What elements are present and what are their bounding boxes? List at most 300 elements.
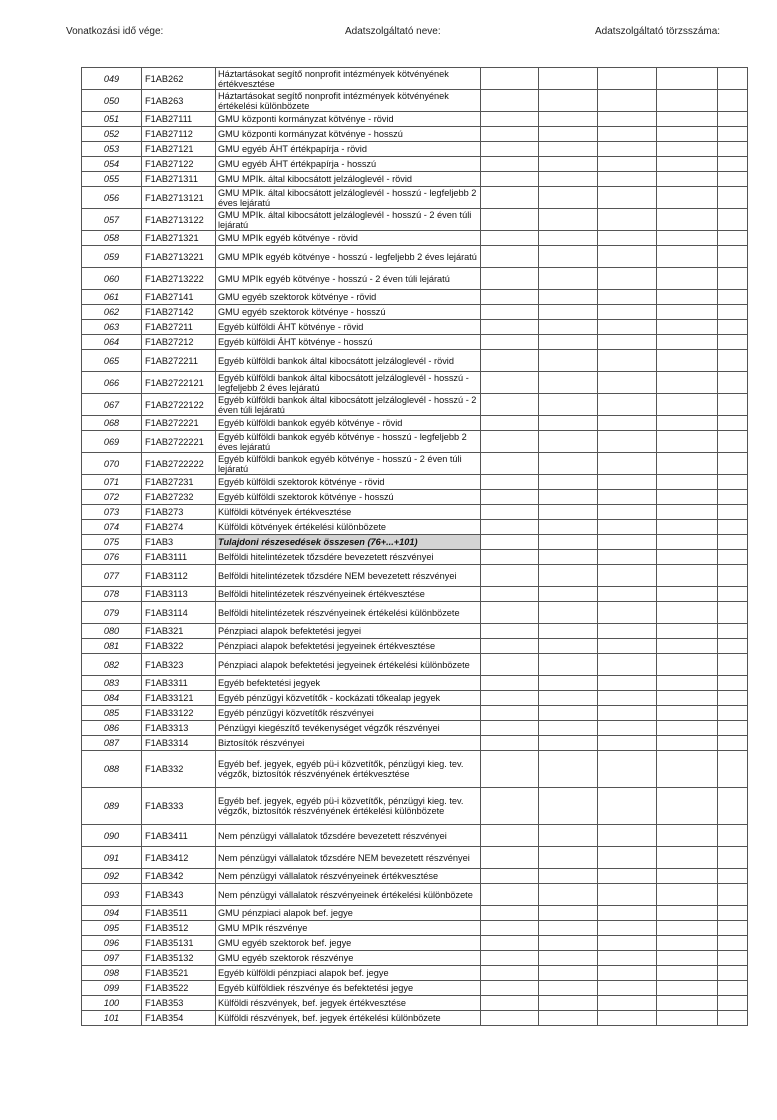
value-cell[interactable]: [598, 966, 657, 981]
value-cell[interactable]: [539, 1011, 598, 1026]
value-cell[interactable]: [657, 639, 718, 654]
value-cell[interactable]: [718, 335, 748, 350]
value-cell[interactable]: [657, 936, 718, 951]
value-cell[interactable]: [718, 751, 748, 788]
value-cell[interactable]: [718, 431, 748, 453]
value-cell[interactable]: [598, 996, 657, 1011]
value-cell[interactable]: [481, 624, 539, 639]
value-cell[interactable]: [539, 209, 598, 231]
value-cell[interactable]: [657, 550, 718, 565]
value-cell[interactable]: [657, 305, 718, 320]
value-cell[interactable]: [598, 335, 657, 350]
value-cell[interactable]: [598, 691, 657, 706]
value-cell[interactable]: [718, 142, 748, 157]
value-cell[interactable]: [539, 535, 598, 550]
value-cell[interactable]: [481, 921, 539, 936]
value-cell[interactable]: [539, 335, 598, 350]
value-cell[interactable]: [718, 505, 748, 520]
value-cell[interactable]: [539, 706, 598, 721]
value-cell[interactable]: [539, 187, 598, 209]
value-cell[interactable]: [718, 654, 748, 676]
value-cell[interactable]: [718, 869, 748, 884]
value-cell[interactable]: [598, 639, 657, 654]
value-cell[interactable]: [481, 936, 539, 951]
value-cell[interactable]: [598, 751, 657, 788]
value-cell[interactable]: [598, 550, 657, 565]
value-cell[interactable]: [657, 320, 718, 335]
value-cell[interactable]: [657, 869, 718, 884]
value-cell[interactable]: [657, 246, 718, 268]
row-code: F1AB2722121: [142, 372, 216, 394]
value-cell[interactable]: [481, 951, 539, 966]
value-cell[interactable]: [481, 639, 539, 654]
value-cell[interactable]: [598, 884, 657, 906]
value-cell[interactable]: [539, 431, 598, 453]
row-code: F1AB322: [142, 639, 216, 654]
value-cell[interactable]: [481, 736, 539, 751]
value-cell[interactable]: [598, 268, 657, 290]
value-cell[interactable]: [598, 654, 657, 676]
value-cell[interactable]: [718, 565, 748, 587]
value-cell[interactable]: [598, 869, 657, 884]
value-cell[interactable]: [481, 535, 539, 550]
value-cell[interactable]: [718, 112, 748, 127]
value-cell[interactable]: [481, 691, 539, 706]
table-row: [82, 691, 748, 706]
value-cell[interactable]: [481, 490, 539, 505]
value-cell[interactable]: [657, 1011, 718, 1026]
value-cell[interactable]: [481, 68, 539, 90]
value-cell[interactable]: [481, 127, 539, 142]
value-cell[interactable]: [539, 906, 598, 921]
value-cell[interactable]: [657, 624, 718, 639]
value-cell[interactable]: [657, 209, 718, 231]
row-code: F1AB27122: [142, 157, 216, 172]
value-cell[interactable]: [718, 490, 748, 505]
value-cell[interactable]: [481, 825, 539, 847]
value-cell[interactable]: [598, 788, 657, 825]
value-cell[interactable]: [718, 951, 748, 966]
value-cell[interactable]: [598, 394, 657, 416]
value-cell[interactable]: [657, 587, 718, 602]
value-cell[interactable]: [657, 981, 718, 996]
table-row: [82, 706, 748, 721]
value-cell[interactable]: [718, 350, 748, 372]
value-cell[interactable]: [481, 847, 539, 869]
value-cell[interactable]: [539, 231, 598, 246]
value-cell[interactable]: [481, 268, 539, 290]
value-cell[interactable]: [481, 505, 539, 520]
value-cell[interactable]: [718, 691, 748, 706]
value-cell[interactable]: [718, 1011, 748, 1026]
value-cell[interactable]: [718, 981, 748, 996]
row-description: GMU központi kormányzat kötvénye - rövid: [216, 112, 481, 127]
value-cell[interactable]: [718, 394, 748, 416]
value-cell[interactable]: [598, 453, 657, 475]
value-cell[interactable]: [598, 475, 657, 490]
value-cell[interactable]: [481, 246, 539, 268]
row-code: F1AB2713121: [142, 187, 216, 209]
value-cell[interactable]: [657, 187, 718, 209]
value-cell[interactable]: [539, 788, 598, 825]
value-cell[interactable]: [539, 966, 598, 981]
row-code: F1AB3114: [142, 602, 216, 624]
row-number: 094: [82, 906, 142, 921]
value-cell[interactable]: [539, 639, 598, 654]
value-cell[interactable]: [539, 587, 598, 602]
value-cell[interactable]: [657, 751, 718, 788]
value-cell[interactable]: [718, 602, 748, 624]
value-cell[interactable]: [481, 550, 539, 565]
value-cell[interactable]: [539, 68, 598, 90]
value-cell[interactable]: [718, 706, 748, 721]
value-cell[interactable]: [598, 951, 657, 966]
value-cell[interactable]: [718, 847, 748, 869]
row-number: 071: [82, 475, 142, 490]
value-cell[interactable]: [718, 624, 748, 639]
value-cell[interactable]: [598, 505, 657, 520]
value-cell[interactable]: [657, 453, 718, 475]
value-cell[interactable]: [539, 996, 598, 1011]
value-cell[interactable]: [598, 157, 657, 172]
value-cell[interactable]: [598, 936, 657, 951]
value-cell[interactable]: [481, 706, 539, 721]
row-number: 095: [82, 921, 142, 936]
value-cell[interactable]: [718, 305, 748, 320]
value-cell[interactable]: [598, 350, 657, 372]
value-cell[interactable]: [481, 906, 539, 921]
value-cell[interactable]: [481, 996, 539, 1011]
value-cell[interactable]: [481, 290, 539, 305]
value-cell[interactable]: [539, 869, 598, 884]
value-cell[interactable]: [718, 587, 748, 602]
value-cell[interactable]: [481, 157, 539, 172]
value-cell[interactable]: [598, 187, 657, 209]
table-row: [82, 587, 748, 602]
value-cell[interactable]: [539, 305, 598, 320]
value-cell[interactable]: [481, 475, 539, 490]
value-cell[interactable]: [481, 320, 539, 335]
row-code: F1AB33121: [142, 691, 216, 706]
value-cell[interactable]: [718, 453, 748, 475]
value-cell[interactable]: [539, 157, 598, 172]
value-cell[interactable]: [539, 350, 598, 372]
value-cell[interactable]: [657, 350, 718, 372]
value-cell[interactable]: [539, 505, 598, 520]
value-cell[interactable]: [539, 320, 598, 335]
value-cell[interactable]: [481, 90, 539, 112]
row-number: 064: [82, 335, 142, 350]
row-number: 060: [82, 268, 142, 290]
table-row: [82, 550, 748, 565]
value-cell[interactable]: [598, 624, 657, 639]
value-cell[interactable]: [598, 721, 657, 736]
value-cell[interactable]: [718, 475, 748, 490]
value-cell[interactable]: [539, 736, 598, 751]
value-cell[interactable]: [598, 68, 657, 90]
value-cell[interactable]: [481, 520, 539, 535]
value-cell[interactable]: [481, 453, 539, 475]
value-cell[interactable]: [481, 676, 539, 691]
value-cell[interactable]: [657, 602, 718, 624]
row-number: 082: [82, 654, 142, 676]
value-cell[interactable]: [718, 884, 748, 906]
value-cell[interactable]: [481, 587, 539, 602]
value-cell[interactable]: [598, 290, 657, 305]
value-cell[interactable]: [539, 112, 598, 127]
value-cell[interactable]: [718, 246, 748, 268]
value-cell[interactable]: [657, 951, 718, 966]
value-cell[interactable]: [657, 157, 718, 172]
value-cell[interactable]: [539, 90, 598, 112]
value-cell[interactable]: [598, 565, 657, 587]
value-cell[interactable]: [598, 320, 657, 335]
value-cell[interactable]: [657, 68, 718, 90]
value-cell[interactable]: [481, 966, 539, 981]
value-cell[interactable]: [598, 490, 657, 505]
value-cell[interactable]: [657, 906, 718, 921]
value-cell[interactable]: [539, 268, 598, 290]
value-cell[interactable]: [657, 505, 718, 520]
value-cell[interactable]: [657, 788, 718, 825]
value-cell[interactable]: [657, 172, 718, 187]
value-cell[interactable]: [598, 825, 657, 847]
row-description: Biztosítók részvényei: [216, 736, 481, 751]
value-cell[interactable]: [657, 691, 718, 706]
value-cell[interactable]: [598, 587, 657, 602]
value-cell[interactable]: [657, 535, 718, 550]
value-cell[interactable]: [718, 825, 748, 847]
value-cell[interactable]: [657, 676, 718, 691]
value-cell[interactable]: [718, 639, 748, 654]
value-cell[interactable]: [598, 305, 657, 320]
value-cell[interactable]: [598, 706, 657, 721]
value-cell[interactable]: [718, 736, 748, 751]
value-cell[interactable]: [481, 350, 539, 372]
value-cell[interactable]: [657, 884, 718, 906]
value-cell[interactable]: [598, 602, 657, 624]
value-cell[interactable]: [657, 490, 718, 505]
value-cell[interactable]: [657, 921, 718, 936]
value-cell[interactable]: [718, 209, 748, 231]
value-cell[interactable]: [598, 535, 657, 550]
value-cell[interactable]: [481, 869, 539, 884]
value-cell[interactable]: [539, 416, 598, 431]
value-cell[interactable]: [481, 335, 539, 350]
row-code: F1AB35132: [142, 951, 216, 966]
value-cell[interactable]: [598, 209, 657, 231]
value-cell[interactable]: [481, 231, 539, 246]
value-cell[interactable]: [539, 921, 598, 936]
value-cell[interactable]: [481, 172, 539, 187]
value-cell[interactable]: [539, 981, 598, 996]
value-cell[interactable]: [481, 431, 539, 453]
value-cell[interactable]: [657, 431, 718, 453]
value-cell[interactable]: [657, 335, 718, 350]
value-cell[interactable]: [481, 112, 539, 127]
value-cell[interactable]: [718, 290, 748, 305]
value-cell[interactable]: [598, 231, 657, 246]
value-cell[interactable]: [718, 721, 748, 736]
value-cell[interactable]: [718, 921, 748, 936]
value-cell[interactable]: [657, 290, 718, 305]
table-row: [82, 431, 748, 453]
value-cell[interactable]: [481, 721, 539, 736]
value-cell[interactable]: [481, 394, 539, 416]
value-cell[interactable]: [718, 906, 748, 921]
value-cell[interactable]: [657, 706, 718, 721]
value-cell[interactable]: [481, 602, 539, 624]
row-code: F1AB27212: [142, 335, 216, 350]
value-cell[interactable]: [598, 246, 657, 268]
row-code: F1AB3521: [142, 966, 216, 981]
value-cell[interactable]: [718, 535, 748, 550]
value-cell[interactable]: [539, 246, 598, 268]
value-cell[interactable]: [539, 565, 598, 587]
value-cell[interactable]: [718, 676, 748, 691]
value-cell[interactable]: [481, 788, 539, 825]
value-cell[interactable]: [657, 90, 718, 112]
value-cell[interactable]: [598, 736, 657, 751]
value-cell[interactable]: [539, 951, 598, 966]
value-cell[interactable]: [481, 751, 539, 788]
value-cell[interactable]: [481, 565, 539, 587]
value-cell[interactable]: [598, 906, 657, 921]
value-cell[interactable]: [598, 431, 657, 453]
row-number: 065: [82, 350, 142, 372]
row-code: F1AB2713221: [142, 246, 216, 268]
value-cell[interactable]: [718, 996, 748, 1011]
value-cell[interactable]: [539, 520, 598, 535]
value-cell[interactable]: [718, 68, 748, 90]
value-cell[interactable]: [539, 602, 598, 624]
value-cell[interactable]: [598, 1011, 657, 1026]
row-number: 058: [82, 231, 142, 246]
value-cell[interactable]: [718, 372, 748, 394]
value-cell[interactable]: [598, 142, 657, 157]
value-cell[interactable]: [481, 187, 539, 209]
value-cell[interactable]: [718, 416, 748, 431]
value-cell[interactable]: [657, 736, 718, 751]
row-number: 050: [82, 90, 142, 112]
value-cell[interactable]: [481, 209, 539, 231]
value-cell[interactable]: [539, 290, 598, 305]
value-cell[interactable]: [657, 231, 718, 246]
value-cell[interactable]: [539, 453, 598, 475]
value-cell[interactable]: [539, 721, 598, 736]
value-cell[interactable]: [657, 127, 718, 142]
value-cell[interactable]: [718, 127, 748, 142]
table-row: [82, 350, 748, 372]
value-cell[interactable]: [718, 550, 748, 565]
value-cell[interactable]: [481, 142, 539, 157]
value-cell[interactable]: [657, 142, 718, 157]
value-cell[interactable]: [718, 187, 748, 209]
value-cell[interactable]: [718, 320, 748, 335]
value-cell[interactable]: [539, 127, 598, 142]
value-cell[interactable]: [657, 475, 718, 490]
value-cell[interactable]: [598, 90, 657, 112]
value-cell[interactable]: [657, 372, 718, 394]
value-cell[interactable]: [598, 847, 657, 869]
value-cell[interactable]: [481, 305, 539, 320]
value-cell[interactable]: [539, 394, 598, 416]
value-cell[interactable]: [539, 825, 598, 847]
value-cell[interactable]: [657, 654, 718, 676]
value-cell[interactable]: [539, 691, 598, 706]
value-cell[interactable]: [718, 966, 748, 981]
value-cell[interactable]: [657, 721, 718, 736]
value-cell[interactable]: [539, 676, 598, 691]
value-cell[interactable]: [598, 172, 657, 187]
value-cell[interactable]: [481, 654, 539, 676]
value-cell[interactable]: [598, 112, 657, 127]
value-cell[interactable]: [598, 921, 657, 936]
value-cell[interactable]: [657, 565, 718, 587]
value-cell[interactable]: [539, 550, 598, 565]
value-cell[interactable]: [539, 172, 598, 187]
value-cell[interactable]: [657, 966, 718, 981]
value-cell[interactable]: [718, 231, 748, 246]
value-cell[interactable]: [539, 372, 598, 394]
value-cell[interactable]: [481, 1011, 539, 1026]
value-cell[interactable]: [539, 624, 598, 639]
value-cell[interactable]: [539, 142, 598, 157]
value-cell[interactable]: [481, 884, 539, 906]
value-cell[interactable]: [657, 268, 718, 290]
value-cell[interactable]: [718, 520, 748, 535]
value-cell[interactable]: [539, 490, 598, 505]
value-cell[interactable]: [598, 372, 657, 394]
value-cell[interactable]: [657, 394, 718, 416]
value-cell[interactable]: [718, 157, 748, 172]
value-cell[interactable]: [539, 654, 598, 676]
table-row: [82, 869, 748, 884]
value-cell[interactable]: [718, 172, 748, 187]
row-description: Pénzpiaci alapok befektetési jegyeinek értékvesztése: [216, 639, 481, 654]
row-code: F1AB323: [142, 654, 216, 676]
row-code: F1AB3314: [142, 736, 216, 751]
value-cell[interactable]: [481, 416, 539, 431]
value-cell[interactable]: [598, 520, 657, 535]
value-cell[interactable]: [718, 268, 748, 290]
row-description: GMU központi kormányzat kötvénye - hosszú: [216, 127, 481, 142]
value-cell[interactable]: [539, 751, 598, 788]
value-cell[interactable]: [598, 127, 657, 142]
value-cell[interactable]: [539, 847, 598, 869]
value-cell[interactable]: [657, 416, 718, 431]
value-cell[interactable]: [539, 884, 598, 906]
value-cell[interactable]: [657, 520, 718, 535]
row-description: Nem pénzügyi vállalatok tőzsdére bevezetett részvényei: [216, 825, 481, 847]
value-cell[interactable]: [657, 996, 718, 1011]
value-cell[interactable]: [657, 847, 718, 869]
value-cell[interactable]: [657, 825, 718, 847]
value-cell[interactable]: [598, 676, 657, 691]
table-row: [82, 624, 748, 639]
table-row: [82, 290, 748, 305]
value-cell[interactable]: [718, 936, 748, 951]
value-cell[interactable]: [718, 788, 748, 825]
value-cell[interactable]: [657, 112, 718, 127]
value-cell[interactable]: [718, 90, 748, 112]
value-cell[interactable]: [598, 416, 657, 431]
value-cell[interactable]: [481, 981, 539, 996]
value-cell[interactable]: [539, 936, 598, 951]
value-cell[interactable]: [539, 475, 598, 490]
value-cell[interactable]: [598, 981, 657, 996]
value-cell[interactable]: [481, 372, 539, 394]
